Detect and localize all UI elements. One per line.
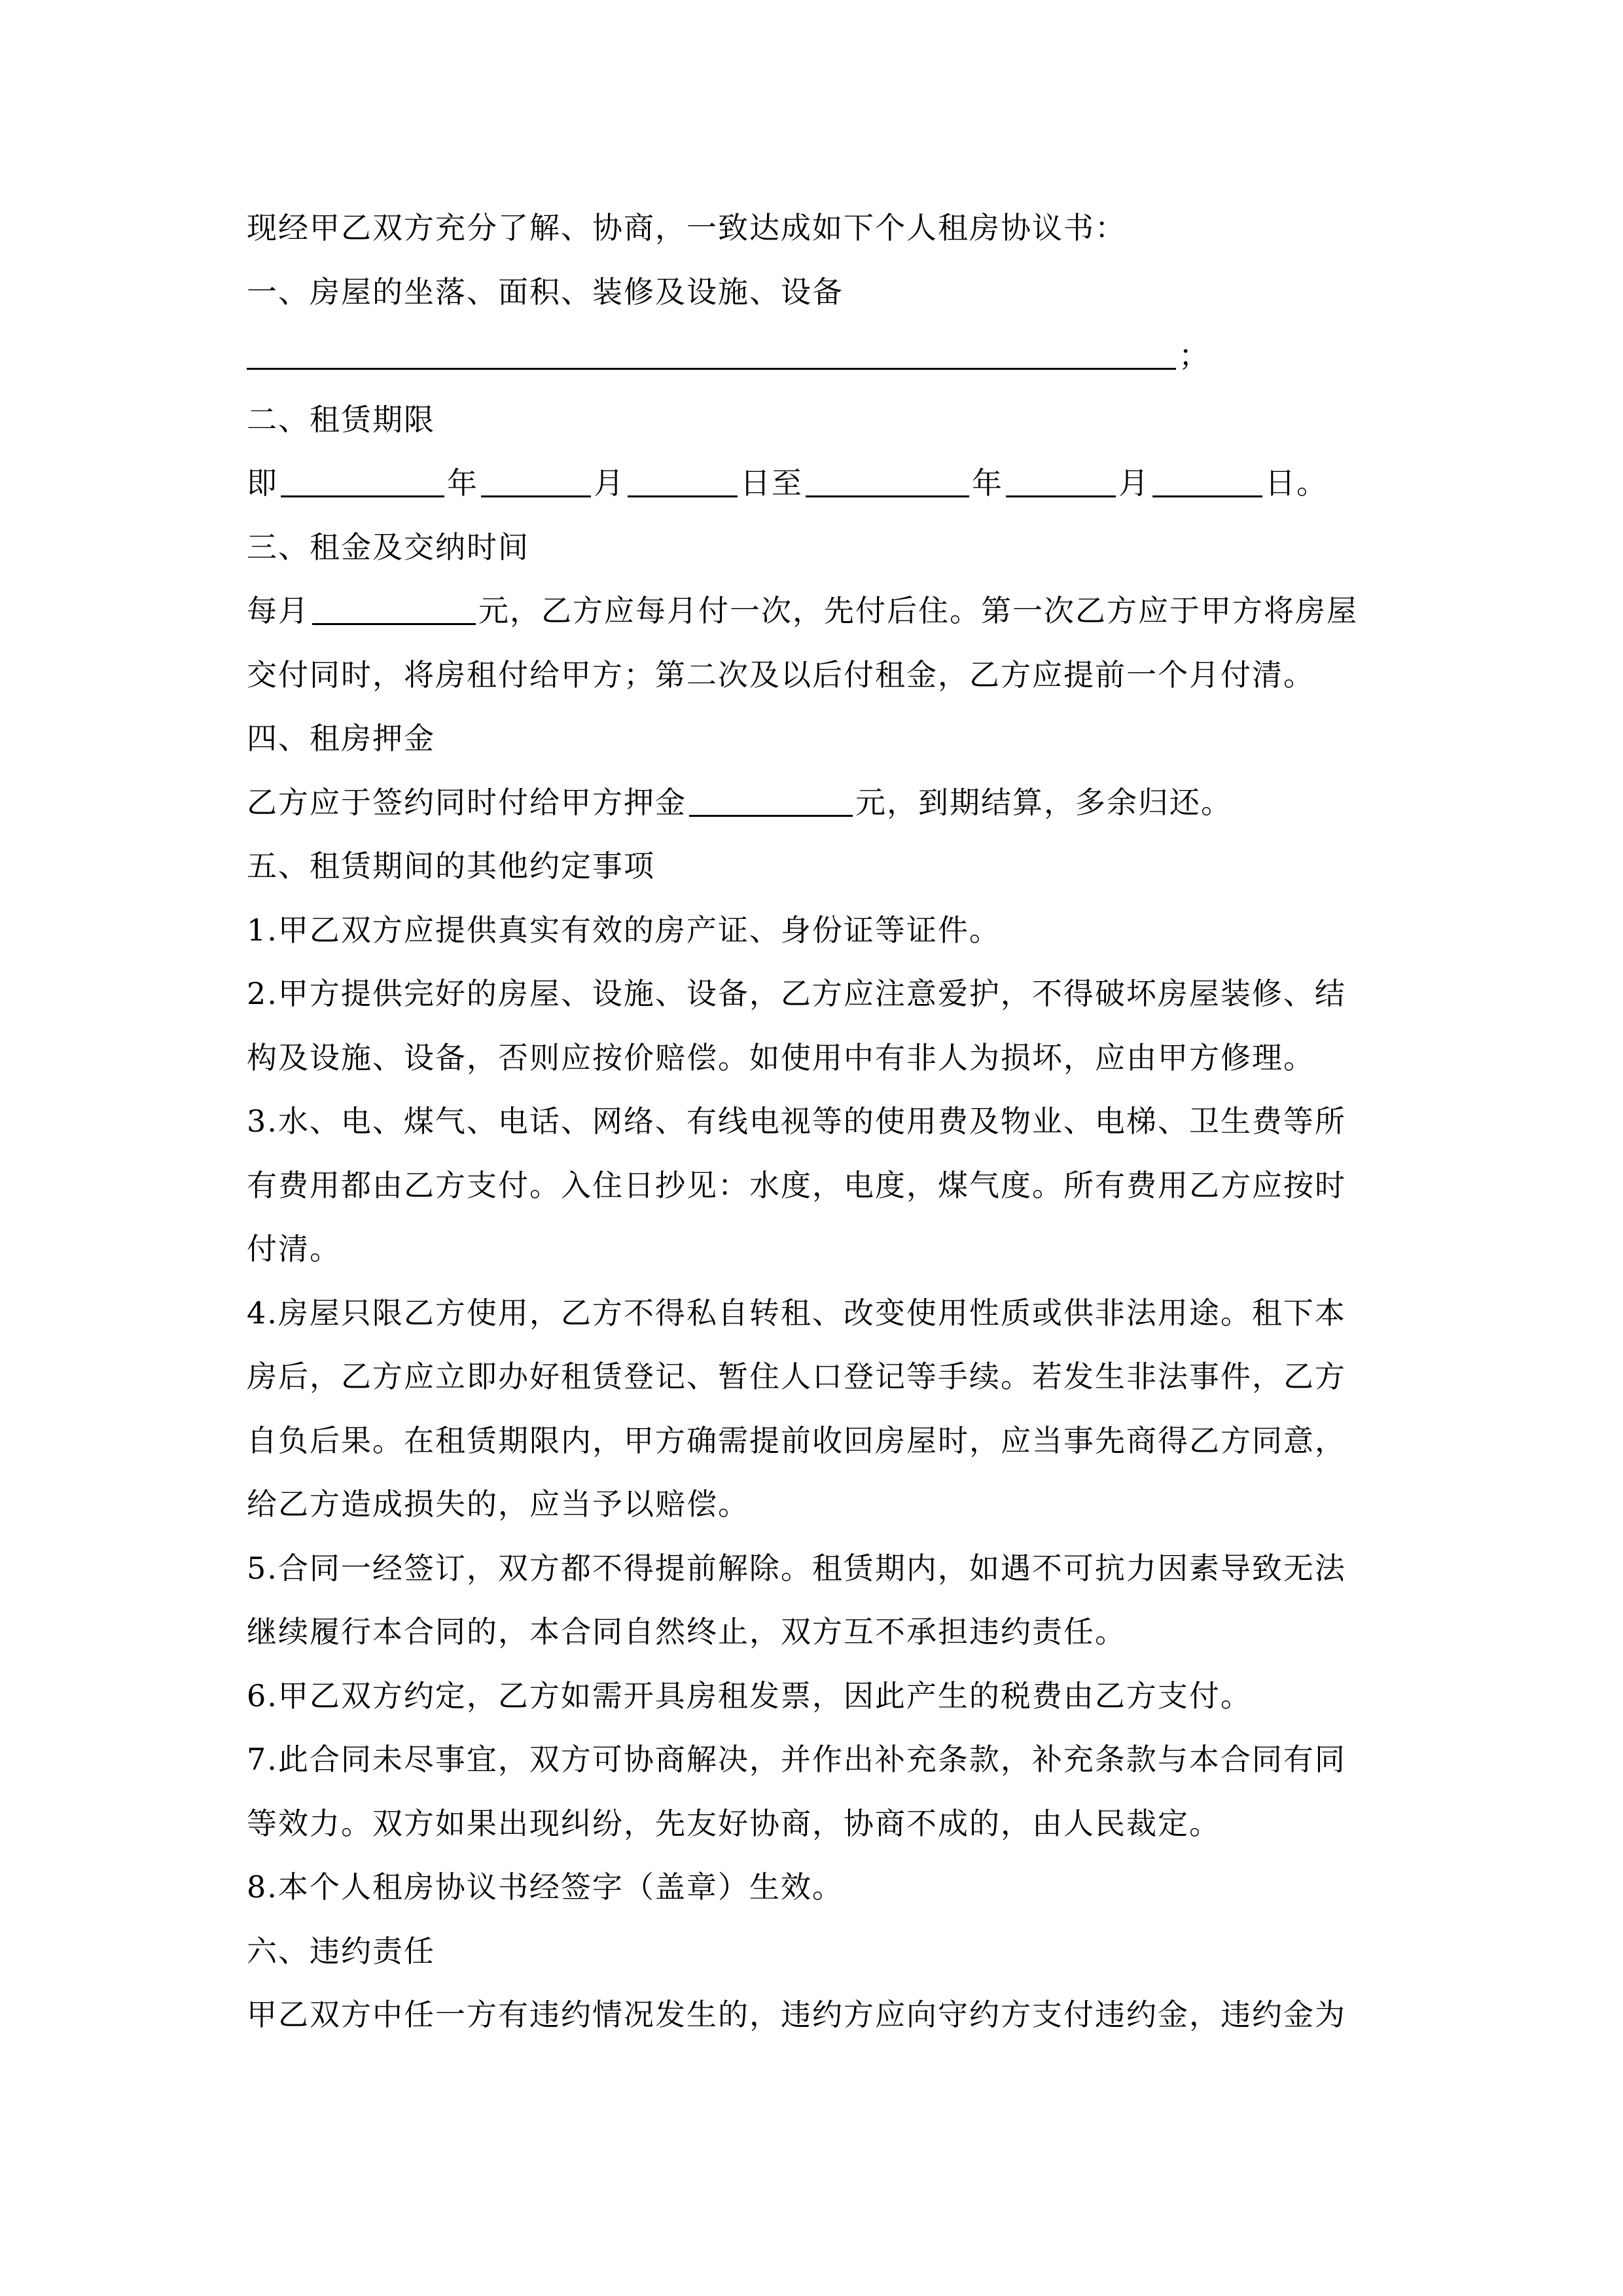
section-5-heading: 五、租赁期间的其他约定事项 [247,848,655,884]
end-year-blank[interactable] [806,465,969,497]
lease-period-line [247,452,1399,516]
rent-amount-blank[interactable] [312,593,476,625]
section-4-heading: 四、租房押金 [247,721,435,756]
rent-prefix: 每月 [247,593,310,628]
intro-line: 现经甲乙双方充分了解、协商，一致达成如下个人租房协议书： [247,210,1126,245]
clause-line: 有费用都由乙方支付。入住日抄见：水度，电度，煤气度。所有费用乙方应按时 [247,1167,1346,1203]
clause-line: 房后，乙方应立即办好租赁登记、暂住人口登记等手续。若发生非法事件，乙方 [247,1359,1346,1394]
section-6-heading: 六、违约责任 [247,1933,435,1969]
start-month-blank[interactable] [481,465,591,497]
lease-period-prefix: 即 [247,465,278,501]
clause-line: 给乙方造成损失的，应当予以赔偿。 [247,1486,749,1522]
deposit-prefix: 乙方应于签约同时付给甲方押金 [247,784,687,820]
clause-line: 1.甲乙双方应提供真实有效的房产证、身份证等证件。 [247,912,1001,948]
end-month-blank[interactable] [1006,465,1116,497]
clause-line: 7.此合同未尽事宜，双方可协商解决，并作出补充条款，补充条款与本合同有同 [247,1742,1346,1777]
start-year-label: 年 [447,465,478,501]
start-year-blank[interactable] [281,465,444,497]
rent-line-2: 交付同时，将房租付给甲方；第二次及以后付租金，乙方应提前一个月付清。 [247,656,1315,692]
clause-line: 自负后果。在租赁期限内，甲方确需提前收回房屋时，应当事先商得乙方同意， [247,1422,1346,1458]
contract-page [247,196,1399,2047]
clause-line: 3.水、电、煤气、电话、网络、有线电视等的使用费及物业、电梯、卫生费等所 [247,1103,1346,1139]
rent-line-1-suffix: 元，乙方应每月付一次，先付后住。第一次乙方应于甲方将房屋 [478,593,1358,628]
clause-line: 5.合同一经签订，双方都不得提前解除。租赁期内，如遇不可抗力因素导致无法 [247,1550,1346,1586]
breach-line: 甲乙双方中任一方有违约情况发生的，违约方应向守约方支付违约金，违约金为 [247,1997,1346,2032]
section-3-heading: 三、租金及交纳时间 [247,529,529,565]
end-day-blank[interactable] [1152,465,1262,497]
section-2-heading: 二、租赁期限 [247,401,435,437]
clause-line: 构及设施、设备，否则应按价赔偿。如使用中有非人为损坏，应由甲方修理。 [247,1039,1315,1075]
day-to-label: 日至 [740,465,803,501]
clause-line: 付清。 [247,1231,341,1266]
section-1-heading: 一、房屋的坐落、面积、装修及设施、设备 [247,274,844,310]
clause-line: 6.甲乙双方约定，乙方如需开具房租发票，因此产生的税费由乙方支付。 [247,1677,1252,1713]
clause-line: 4.房屋只限乙方使用，乙方不得私自转租、改变使用性质或供非法用途。租下本 [247,1295,1346,1331]
deposit-suffix: 元，到期结算，多余归还。 [855,784,1232,820]
property-details-blank[interactable] [247,338,1176,370]
property-details-end-punct: ； [1179,338,1210,373]
rent-line-1 [247,579,1399,643]
end-month-label: 月 [1118,465,1150,501]
deposit-line [247,771,1399,835]
property-details-line [247,324,1399,388]
clause-line: 8.本个人租房协议书经签字（盖章）生效。 [247,1869,844,1905]
start-day-blank[interactable] [628,465,738,497]
end-day-label: 日。 [1265,465,1328,501]
end-year-label: 年 [972,465,1003,501]
clause-line: 继续履行本合同的，本合同自然终止，双方互不承担违约责任。 [247,1614,1126,1649]
clause-line: 等效力。双方如果出现纠纷，先友好协商，协商不成的，由人民裁定。 [247,1805,1221,1841]
clause-line: 2.甲方提供完好的房屋、设施、设备，乙方应注意爱护，不得破坏房屋装修、结 [247,976,1346,1011]
deposit-amount-blank[interactable] [689,785,853,817]
start-month-label: 月 [594,465,625,501]
